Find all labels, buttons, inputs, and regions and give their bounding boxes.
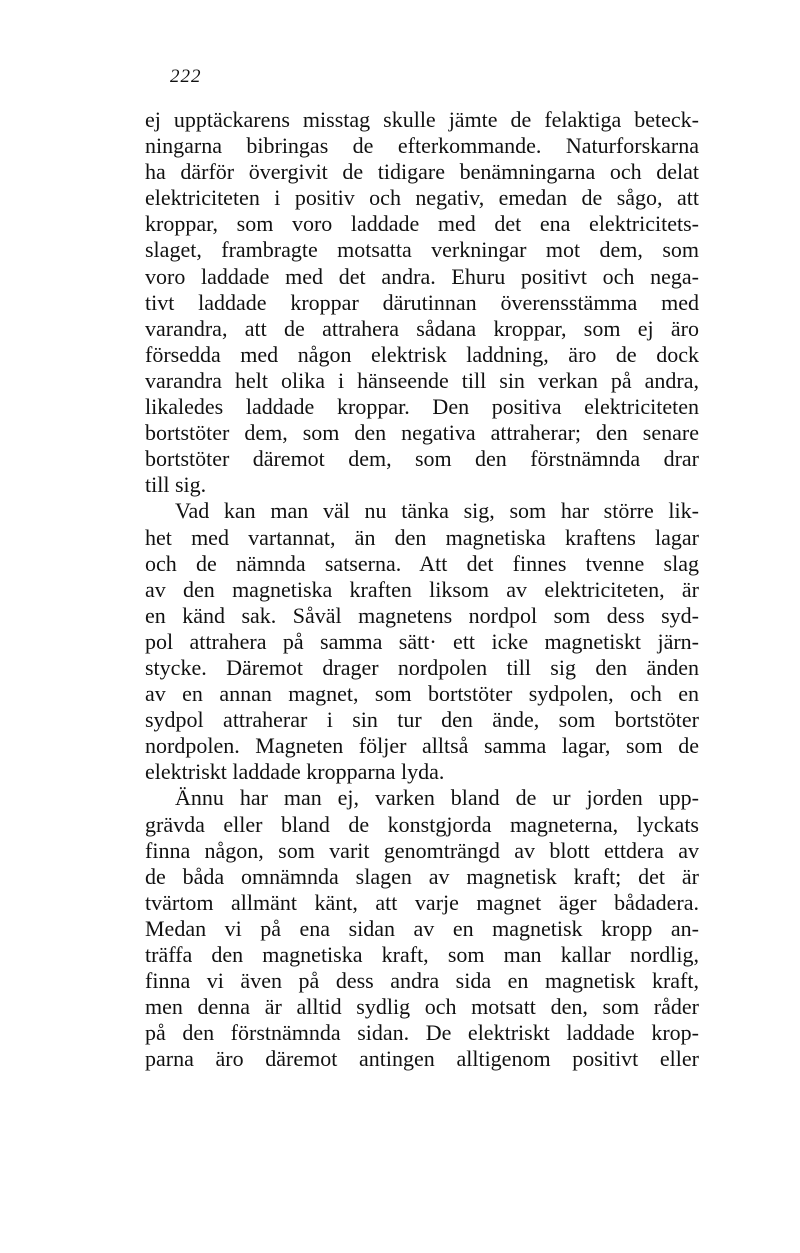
text-line: stycke. Däremot drager nordpolen till sig den änden xyxy=(145,654,699,680)
text-line: elektriciteten i positiv och negativ, emedan de sågo, att xyxy=(145,185,699,211)
text-line: slaget, frambragte motsatta verkningar mot dem, som xyxy=(145,237,699,263)
text-line: Medan vi på ena sidan av en magnetisk kropp an- xyxy=(145,915,699,941)
text-line: de båda omnämnda slagen av magnetisk kraft; det är xyxy=(145,863,699,889)
text-line: parna äro däremot antingen alltigenom positivt eller xyxy=(145,1046,699,1072)
text-line: Ännu har man ej, varken bland de ur jorden upp- xyxy=(175,785,699,811)
text-line: tvärtom allmänt känt, att varje magnet äger bådadera. xyxy=(145,889,699,915)
text-line: nordpolen. Magneten följer alltså samma lagar, som de xyxy=(145,733,699,759)
text-line: bortstöter däremot dem, som den förstnämnda drar xyxy=(145,446,699,472)
text-line: av den magnetiska kraften liksom av elektriciteten, är xyxy=(145,576,699,602)
page-number: 222 xyxy=(170,66,202,87)
text-line: tivt laddade kroppar därutinnan överensstämma med xyxy=(145,289,699,315)
text-line: ha därför övergivit de tidigare benämningarna och delat xyxy=(145,159,699,185)
text-line: varandra, att de attrahera sådana kroppar, som ej äro xyxy=(145,315,699,341)
text-line: het med vartannat, än den magnetiska kraftens lagar xyxy=(145,524,699,550)
text-line: ningarna bibringas de efterkommande. Naturforskarna xyxy=(145,133,699,159)
text-line: finna vi även på dess andra sida en magnetisk kraft, xyxy=(145,968,699,994)
text-line: elektriskt laddade kropparna lyda. xyxy=(145,759,445,785)
text-line: Vad kan man väl nu tänka sig, som har större lik- xyxy=(175,498,699,524)
body-text xyxy=(145,107,699,1072)
text-line: varandra helt olika i hänseende till sin verkan på andra, xyxy=(145,367,699,393)
text-line: pol attrahera på samma sätt· ett icke magnetiskt järn- xyxy=(145,628,699,654)
text-line: finna någon, som varit genomträngd av blott ettdera av xyxy=(145,837,699,863)
text-line: likaledes laddade kroppar. Den positiva elektriciteten xyxy=(145,394,699,420)
text-line: försedda med någon elektrisk laddning, äro de dock xyxy=(145,341,699,367)
text-line: en känd sak. Såväl magnetens nordpol som dess syd- xyxy=(145,602,699,628)
text-line: grävda eller bland de konstgjorda magneterna, lyckats xyxy=(145,811,699,837)
text-line: bortstöter dem, som den negativa attraherar; den senare xyxy=(145,420,699,446)
text-line: men denna är alltid sydlig och motsatt den, som råder xyxy=(145,994,699,1020)
text-line: av en annan magnet, som bortstöter sydpolen, och en xyxy=(145,681,699,707)
text-line: kroppar, som voro laddade med det ena elektricitets- xyxy=(145,211,699,237)
text-line: sydpol attraherar i sin tur den ände, som bortstöter xyxy=(145,707,699,733)
text-line: ej upptäckarens misstag skulle jämte de felaktiga beteck- xyxy=(145,107,699,132)
text-line: träffa den magnetiska kraft, som man kallar nordlig, xyxy=(145,942,699,967)
text-line: till sig. xyxy=(145,472,207,498)
text-line: och de nämnda satserna. Att det finnes tvenne slag xyxy=(145,550,699,576)
text-line: voro laddade med det andra. Ehuru positivt och nega- xyxy=(145,263,699,289)
text-line: på den förstnämnda sidan. De elektriskt laddade krop- xyxy=(145,1020,699,1046)
